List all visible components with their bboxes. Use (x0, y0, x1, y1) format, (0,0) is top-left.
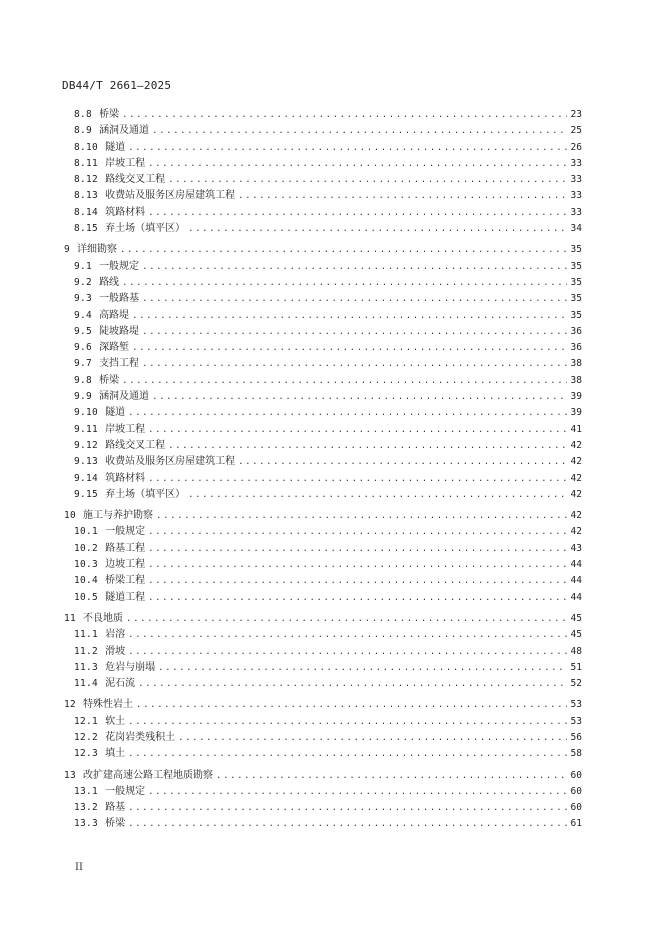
toc-leader-dots (148, 557, 567, 573)
toc-section-entry[interactable] (62, 557, 582, 573)
toc-entry-number: 10.5 (74, 591, 99, 603)
toc-entry-number: 8.12 (74, 174, 99, 186)
toc-leader-dots (148, 524, 567, 540)
toc-section-entry[interactable] (62, 221, 582, 237)
toc-section-entry[interactable] (62, 308, 582, 324)
toc-entry-number: 8.11 (74, 157, 99, 169)
toc-entry-title: 岸坡工程 (105, 423, 146, 435)
document-code-header: DB44/T 2661—2025 (62, 79, 172, 92)
toc-leader-dots (148, 156, 567, 172)
toc-entry-number: 9.15 (74, 488, 99, 500)
toc-leader-dots (132, 308, 567, 324)
toc-section-entry[interactable] (62, 784, 582, 800)
toc-entry-page: 39 (570, 391, 582, 403)
toc-leader-dots (238, 454, 567, 470)
toc-section-entry[interactable] (62, 123, 582, 139)
toc-entry-title: 陡坡路堤 (99, 325, 140, 337)
toc-entry-title: 弃土场（填平区） (105, 223, 186, 235)
toc-section-entry[interactable] (62, 816, 582, 832)
toc-entry-page: 56 (570, 731, 582, 743)
toc-entry-number: 9.6 (74, 342, 93, 354)
toc-entry-number: 9.8 (74, 374, 93, 386)
toc-section-entry[interactable] (62, 340, 582, 356)
toc-entry-page: 33 (570, 190, 582, 202)
toc-entry-title: 路线交叉工程 (105, 174, 166, 186)
toc-entry-number: 9.2 (74, 276, 93, 288)
toc-entry-page: 42 (570, 472, 582, 484)
toc-entry-number: 12.1 (74, 715, 99, 727)
toc-entry-page: 51 (570, 661, 582, 673)
toc-entry-page: 61 (570, 818, 582, 830)
toc-section-entry[interactable] (62, 422, 582, 438)
toc-entry-title: 改扩建高速公路工程地质勘察 (83, 769, 214, 781)
toc-chapter-entry[interactable] (62, 611, 582, 627)
toc-entry-title: 软土 (105, 715, 126, 727)
toc-section-entry[interactable] (62, 541, 582, 557)
toc-section-entry[interactable] (62, 590, 582, 606)
toc-entry-page: 33 (570, 157, 582, 169)
toc-leader-dots (120, 242, 567, 258)
toc-entry-title: 收费站及服务区房屋建筑工程 (105, 456, 236, 468)
toc-entry-page: 44 (570, 591, 582, 603)
toc-leader-dots (152, 389, 567, 405)
toc-entry-number: 9.3 (74, 293, 93, 305)
toc-entry-number: 11.1 (74, 629, 99, 641)
toc-entry-page: 60 (570, 769, 582, 781)
toc-leader-dots (188, 487, 567, 503)
toc-entry-title: 一般规定 (99, 260, 140, 272)
page-number: II (75, 862, 83, 873)
toc-section-entry[interactable] (62, 660, 582, 676)
toc-leader-dots (168, 172, 567, 188)
toc-entry-number: 10.1 (74, 526, 99, 538)
toc-entry-number: 11.4 (74, 678, 99, 690)
toc-entry-page: 36 (570, 325, 582, 337)
toc-entry-number: 9.5 (74, 325, 93, 337)
toc-leader-dots (142, 324, 567, 340)
toc-entry-number: 8.15 (74, 223, 99, 235)
toc-entry-title: 筑路材料 (105, 472, 146, 484)
toc-leader-dots (128, 746, 567, 762)
toc-section-entry[interactable] (62, 275, 582, 291)
toc-section-entry[interactable] (62, 140, 582, 156)
toc-entry-number: 12 (64, 699, 77, 711)
toc-entry-page: 33 (570, 174, 582, 186)
toc-entry-title: 滑坡 (105, 645, 126, 657)
table-of-contents (62, 107, 582, 833)
toc-leader-dots (132, 340, 567, 356)
toc-leader-dots (128, 644, 567, 660)
toc-entry-page: 41 (570, 423, 582, 435)
toc-entry-page: 26 (570, 141, 582, 153)
toc-entry-title: 桥梁 (99, 109, 120, 120)
toc-entry-page: 60 (570, 802, 582, 814)
toc-section-entry[interactable] (62, 107, 582, 123)
toc-section-entry[interactable] (62, 714, 582, 730)
toc-entry-title: 路线交叉工程 (105, 439, 166, 451)
toc-entry-number: 9.14 (74, 472, 99, 484)
toc-entry-page: 45 (570, 612, 582, 624)
toc-chapter-entry[interactable] (62, 242, 582, 258)
toc-leader-dots (148, 471, 567, 487)
toc-leader-dots (138, 676, 567, 692)
toc-entry-page: 42 (570, 439, 582, 451)
toc-leader-dots (128, 627, 567, 643)
toc-section-entry[interactable] (62, 205, 582, 221)
toc-entry-title: 深路堑 (99, 342, 130, 354)
toc-entry-page: 25 (570, 125, 582, 137)
toc-entry-number: 9.1 (74, 260, 93, 272)
toc-entry-title: 路基工程 (105, 542, 146, 554)
toc-entry-number: 9.9 (74, 391, 93, 403)
toc-entry-title: 桥梁工程 (105, 575, 146, 587)
toc-section-entry[interactable] (62, 389, 582, 405)
toc-entry-number: 13.1 (74, 785, 99, 797)
toc-section-entry[interactable] (62, 524, 582, 540)
toc-entry-page: 35 (570, 260, 582, 272)
toc-section-entry[interactable] (62, 438, 582, 454)
toc-leader-dots (168, 438, 567, 454)
toc-entry-number: 13 (64, 769, 77, 781)
toc-entry-number: 8.14 (74, 206, 99, 218)
toc-entry-page: 34 (570, 223, 582, 235)
toc-entry-title: 施工与养护勘察 (83, 510, 154, 522)
toc-entry-title: 岸坡工程 (105, 157, 146, 169)
toc-leader-dots (156, 508, 567, 524)
toc-entry-page: 23 (570, 109, 582, 120)
toc-entry-page: 33 (570, 206, 582, 218)
toc-section-entry[interactable] (62, 259, 582, 275)
toc-entry-page: 38 (570, 374, 582, 386)
toc-chapter-entry[interactable] (62, 697, 582, 713)
toc-section-entry[interactable] (62, 746, 582, 762)
toc-leader-dots (128, 140, 567, 156)
toc-entry-title: 隧道 (105, 141, 126, 153)
toc-section-entry[interactable] (62, 573, 582, 589)
toc-entry-page: 44 (570, 575, 582, 587)
toc-entry-page: 35 (570, 276, 582, 288)
toc-entry-page: 42 (570, 488, 582, 500)
toc-section-entry[interactable] (62, 373, 582, 389)
toc-entry-page: 42 (570, 456, 582, 468)
toc-entry-title: 桥梁 (105, 818, 126, 830)
toc-entry-page: 53 (570, 715, 582, 727)
toc-entry-title: 筑路材料 (105, 206, 146, 218)
toc-section-entry[interactable] (62, 676, 582, 692)
toc-entry-number: 9 (64, 244, 71, 256)
toc-entry-number: 13.2 (74, 802, 99, 814)
toc-entry-number: 11 (64, 612, 77, 624)
toc-entry-number: 8.8 (74, 109, 93, 120)
toc-leader-dots (136, 697, 567, 713)
toc-entry-title: 隧道 (105, 407, 126, 419)
toc-entry-number: 9.13 (74, 456, 99, 468)
toc-entry-number: 11.3 (74, 661, 99, 673)
toc-entry-number: 9.4 (74, 309, 93, 321)
toc-leader-dots (148, 205, 567, 221)
toc-section-entry[interactable] (62, 627, 582, 643)
toc-chapter-entry[interactable] (62, 508, 582, 524)
toc-entry-title: 隧道工程 (105, 591, 146, 603)
toc-entry-title: 花岗岩类残积土 (105, 731, 176, 743)
toc-leader-dots (122, 275, 567, 291)
toc-chapter-entry[interactable] (62, 768, 582, 784)
toc-leader-dots (152, 123, 567, 139)
toc-entry-title: 岩溶 (105, 629, 126, 641)
toc-entry-title: 高路堤 (99, 309, 130, 321)
toc-leader-dots (128, 800, 567, 816)
toc-entry-title: 一般规定 (105, 526, 146, 538)
toc-entry-number: 9.11 (74, 423, 99, 435)
toc-leader-dots (128, 405, 567, 421)
toc-leader-dots (148, 422, 567, 438)
toc-entry-page: 35 (570, 244, 582, 256)
toc-section-entry[interactable] (62, 800, 582, 816)
toc-entry-title: 详细勘察 (77, 244, 118, 256)
toc-entry-title: 特殊性岩土 (83, 699, 134, 711)
toc-section-entry[interactable] (62, 644, 582, 660)
toc-entry-number: 10.3 (74, 559, 99, 571)
toc-entry-page: 35 (570, 309, 582, 321)
toc-entry-number: 10.4 (74, 575, 99, 587)
toc-section-entry[interactable] (62, 172, 582, 188)
toc-leader-dots (142, 291, 567, 307)
toc-entry-number: 9.10 (74, 407, 99, 419)
toc-entry-page: 48 (570, 645, 582, 657)
toc-section-entry[interactable] (62, 156, 582, 172)
toc-leader-dots (238, 188, 567, 204)
toc-section-entry[interactable] (62, 487, 582, 503)
toc-entry-page: 35 (570, 293, 582, 305)
toc-entry-page: 36 (570, 342, 582, 354)
toc-entry-title: 路线 (99, 276, 120, 288)
toc-entry-page: 60 (570, 785, 582, 797)
toc-leader-dots (142, 259, 567, 275)
toc-entry-title: 泥石流 (105, 678, 136, 690)
toc-leader-dots (178, 730, 567, 746)
toc-entry-title: 一般路基 (99, 293, 140, 305)
toc-entry-title: 弃土场（填平区） (105, 488, 186, 500)
toc-leader-dots (128, 816, 567, 832)
toc-entry-title: 边坡工程 (105, 559, 146, 571)
toc-entry-page: 43 (570, 542, 582, 554)
toc-entry-page: 38 (570, 358, 582, 370)
toc-section-entry[interactable] (62, 471, 582, 487)
toc-section-entry[interactable] (62, 730, 582, 746)
toc-entry-number: 9.7 (74, 358, 93, 370)
toc-leader-dots (142, 356, 567, 372)
toc-leader-dots (148, 590, 567, 606)
toc-leader-dots (128, 714, 567, 730)
toc-entry-page: 53 (570, 699, 582, 711)
toc-entry-number: 9.12 (74, 439, 99, 451)
toc-entry-number: 12.2 (74, 731, 99, 743)
toc-entry-title: 一般规定 (105, 785, 146, 797)
toc-entry-title: 收费站及服务区房屋建筑工程 (105, 190, 236, 202)
toc-entry-page: 39 (570, 407, 582, 419)
toc-section-entry[interactable] (62, 291, 582, 307)
toc-entry-page: 42 (570, 510, 582, 522)
toc-leader-dots (148, 573, 567, 589)
toc-leader-dots (188, 221, 567, 237)
toc-leader-dots (148, 784, 567, 800)
toc-entry-title: 填土 (105, 748, 126, 760)
toc-section-entry[interactable] (62, 324, 582, 340)
toc-section-entry[interactable] (62, 405, 582, 421)
toc-entry-number: 8.10 (74, 141, 99, 153)
toc-entry-number: 13.3 (74, 818, 99, 830)
toc-leader-dots (126, 611, 567, 627)
toc-leader-dots (122, 373, 567, 389)
toc-entry-number: 11.2 (74, 645, 99, 657)
toc-entry-title: 涵洞及通道 (99, 125, 150, 137)
toc-section-entry[interactable] (62, 188, 582, 204)
toc-entry-title: 涵洞及通道 (99, 391, 150, 403)
toc-entry-title: 支挡工程 (99, 358, 140, 370)
toc-section-entry[interactable] (62, 454, 582, 470)
toc-leader-dots (158, 660, 567, 676)
toc-entry-title: 危岩与崩塌 (105, 661, 156, 673)
toc-entry-number: 8.9 (74, 125, 93, 137)
toc-entry-title: 桥梁 (99, 374, 120, 386)
toc-entry-page: 42 (570, 526, 582, 538)
toc-entry-title: 不良地质 (83, 612, 124, 624)
toc-entry-page: 58 (570, 748, 582, 760)
toc-leader-dots (122, 107, 567, 123)
toc-entry-number: 8.13 (74, 190, 99, 202)
toc-entry-page: 52 (570, 678, 582, 690)
toc-entry-page: 44 (570, 559, 582, 571)
toc-entry-number: 10 (64, 510, 77, 522)
toc-section-entry[interactable] (62, 356, 582, 372)
toc-entry-number: 10.2 (74, 542, 99, 554)
toc-leader-dots (148, 541, 567, 557)
toc-entry-page: 45 (570, 629, 582, 641)
toc-entry-title: 路基 (105, 802, 126, 814)
toc-leader-dots (216, 768, 567, 784)
toc-entry-number: 12.3 (74, 748, 99, 760)
